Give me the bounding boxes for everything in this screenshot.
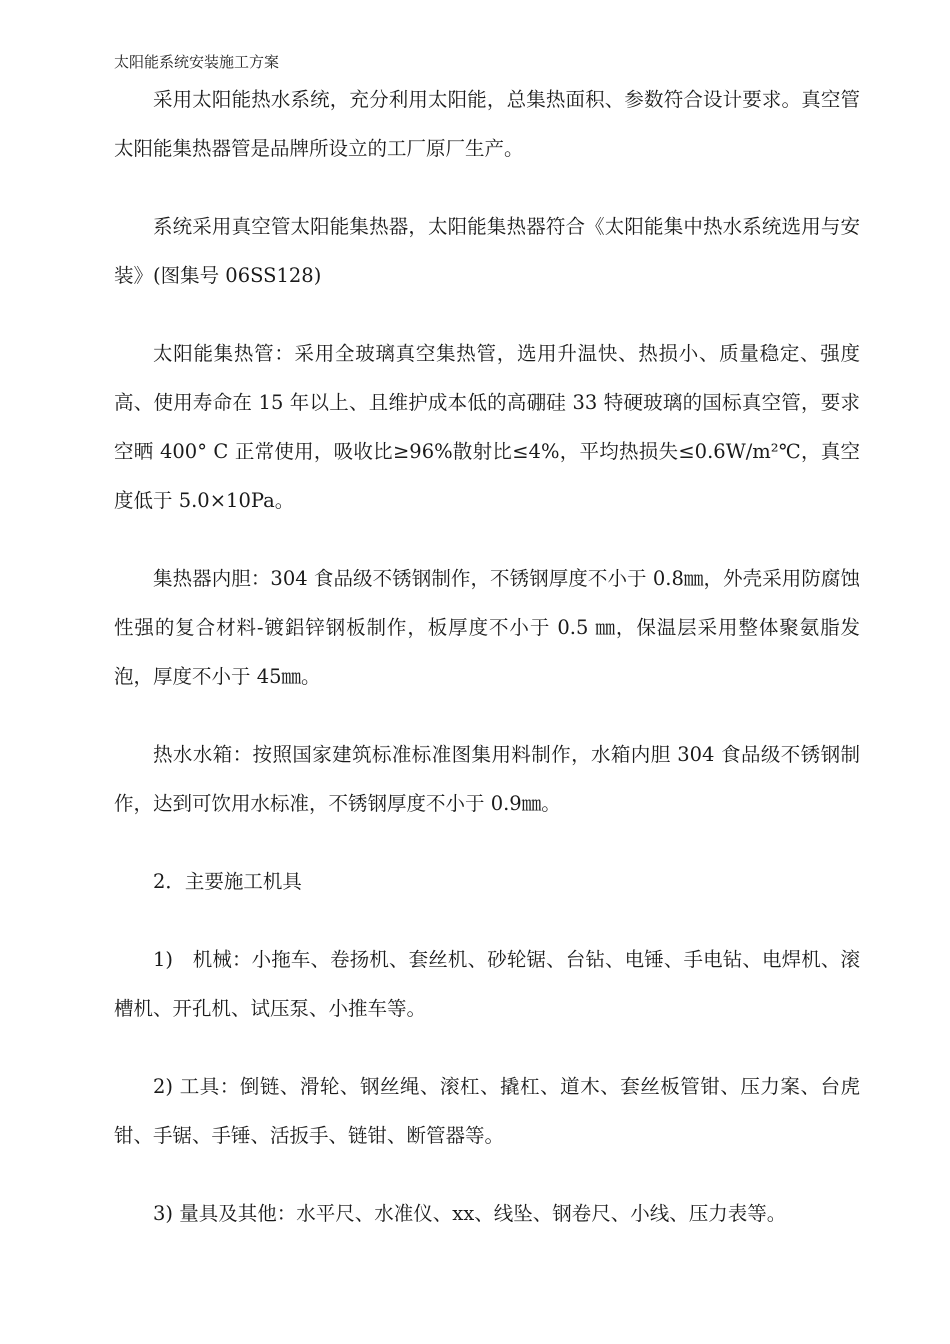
document-body xyxy=(114,75,860,1238)
list-item-measuring-tools: 3) 量具及其他：水平尺、水准仪、xx、线坠、钢卷尺、小线、压力表等。 xyxy=(153,1202,787,1225)
paragraph-collector-tube: 太阳能集热管：采用全玻璃真空集热管，选用升温快、热损小、质量稳定、强度高、使用寿命在 15 年以上、且维护成本低的高硼硅 33 特硬玻璃的国标真空管，要求空晒 400° C 正常使用，吸收比≥96%散射比≤4%，平均热损失≤0.6W/m²℃，真空度低于 5.0×10Pa。 xyxy=(114,342,860,512)
page-header-title: 太阳能系统安装施工方案 xyxy=(114,53,280,71)
paragraph-system-overview: 采用太阳能热水系统，充分利用太阳能，总集热面积、参数符合设计要求。真空管太阳能集热器管是品牌所设立的工厂原厂生产。 xyxy=(114,88,860,160)
list-item-machinery: 1) 机械：小拖车、卷扬机、套丝机、砂轮锯、台钻、电锤、手电钻、电焊机、滚槽机、开孔机、试压泵、小推车等。 xyxy=(114,948,860,1020)
paragraph-collector-standard: 系统采用真空管太阳能集热器，太阳能集热器符合《太阳能集中热水系统选用与安装》(图集号 06SS128) xyxy=(114,215,860,287)
list-item-tools: 2) 工具：倒链、滑轮、钢丝绳、滚杠、撬杠、道木、套丝板管钳、压力案、台虎钳、手锯、手锤、活扳手、链钳、断管器等。 xyxy=(114,1075,860,1147)
paragraph-hot-water-tank: 热水水箱：按照国家建筑标准标准图集用料制作，水箱内胆 304 食品级不锈钢制作，达到可饮用水标准，不锈钢厚度不小于 0.9㎜。 xyxy=(114,743,860,815)
section-heading-construction-tools: 2．主要施工机具 xyxy=(153,870,302,893)
paragraph-collector-liner: 集热器内胆：304 食品级不锈钢制作，不锈钢厚度不小于 0.8㎜，外壳采用防腐蚀性强的复合材料-镀鋁锌钢板制作，板厚度不小于 0.5 ㎜，保温层采用整体聚氨脂发泡，厚度不小于 45㎜。 xyxy=(114,567,860,688)
